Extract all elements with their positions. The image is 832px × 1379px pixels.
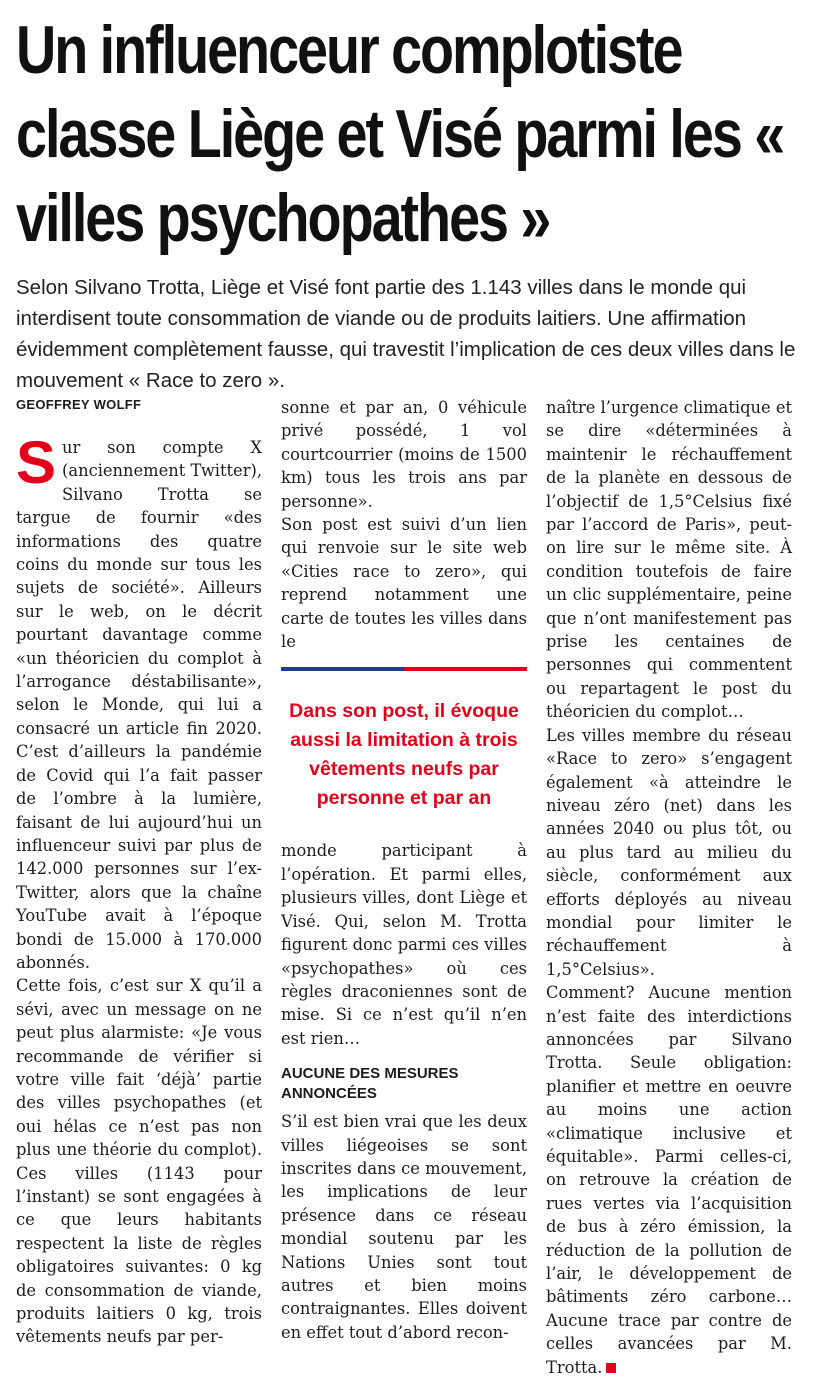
rule-red-segment (404, 667, 527, 671)
body-paragraph-last (546, 981, 792, 1379)
body-paragraph: sonne et par an, 0 véhicule privé possédé, 1 vol courtcourrier (moins de 1500 km) tous les trois ans par personne». (281, 398, 527, 511)
body-paragraph: Son post est suivi d’un lien qui renvoie sur le site web «Cities race to zero», qui reprend notamment une carte de toutes les villes dans le (281, 515, 527, 652)
rule-blue-segment (281, 667, 404, 671)
body-paragraph: S’il est bien vrai que les deux villes liégeoises se sont inscrites dans ce mouvement, les implications de leur présence dans ce réseau mondial soutenu par les Nations Unies sont tout autres et bien moins contraignantes. Elles doivent en effet tout d’abord recon- (281, 1112, 527, 1342)
body-paragraph: naître l’urgence climatique et se dire «déterminées à maintenir le réchauffement de la planète en dessous de l’objectif de 1,5°Celsius fixé par l’accord de Paris», peut-on lire sur le même site. À condition toutefois de faire un clic supplémentaire, peine que n’ont manifestement pas prise les centaines de personnes qui commentent ou repartagent le post du théoricien du complot… (546, 398, 792, 722)
end-mark-icon (606, 1363, 616, 1373)
column-2 (281, 396, 527, 1344)
body-text: ur son compte X (anciennement Twitter), Silvano Trotta se targue de fournir «des informations des quatre coins du monde sur tous les sujets de société». Ailleurs sur le web, on le décrit pourtant davantage comme «un théoricien du complot à l’arrogance déstabilisante», selon le Monde, qui lui a consacré un article fin 2020. C’est d’ailleurs la pandémie de Covid qui l’a fait passer de l’ombre à la lumière, faisant de lui aujourd’hui un influenceur suivi par plus de 142.000 personnes sur l’ex-Twitter, alors que la chaîne YouTube avait à l’époque bondi de 15.000 à 170.000 abonnés. (16, 438, 262, 972)
lead-paragraph: Selon Silvano Trotta, Liège et Visé font partie des 1.143 villes dans le monde qui interdisent toute consommation de viande ou de produits laitiers. Une affirmation évidemment complètement fausse, qui travestit l’implication de ces deux villes dans le mouvement « Race to zero ». (16, 276, 796, 392)
body-text: Comment? Aucune mention n’est faite des interdictions annoncées par Silvano Trotta. Seule obligation: planifier et mettre en oeuvre au moins une action «climatique inclusive et équitable». Parmi celles-ci, on retrouve la création de rues vertes via l’acquisition de bus à zéro émission, la réduction de la pollution de l’air, le développement de bâtiments zéro carbone… Aucune trace par contre de celles avancées par M. Trotta. (546, 983, 792, 1377)
author-byline: GEOFFREY WOLFF (16, 397, 142, 412)
pull-quote: Dans son post, il évoque aussi la limitation à trois vêtements neufs par personne et par an (289, 700, 519, 810)
body-paragraph (16, 429, 262, 974)
column-1 (16, 396, 262, 1349)
section-subheading: AUCUNE DES MESURES ANNONCÉES (281, 1065, 459, 1103)
body-paragraph: Les villes membre du réseau «Race to zero» s’engagent également «à atteindre le niveau zéro (net) dans les années 2040 ou plus tôt, ou au plus tard au milieu du siècle, conformément aux efforts déployés au niveau mondial pour limiter le réchauffement à 1,5°Celsius». (546, 725, 792, 979)
headline: Un influenceur complotiste classe Liège et Visé parmi les « villes psychopathes » (16, 12, 784, 256)
body-paragraph: monde participant à l’opération. Et parmi elles, plusieurs villes, dont Liège et Visé. Qui, selon M. Trotta figurent donc parmi ces villes «psychopathes» où ces règles draconiennes sont de mise. Si ce n’est qu’il n’en est rien… (281, 841, 527, 1048)
body-paragraph: Cette fois, c’est sur X qu’il a sévi, avec un message on ne peut plus alarmiste: «Je vous recommande de vérifier si votre ville fait ‘déjà’ partie des villes psychopathes (et oui hélas ce n’est pas non plus une théorie du complot). Ces villes (1143 pour l’instant) se sont engagées à ce que leurs habitants respectent la liste de règles obligatoires suivantes: 0 kg de consommation de viande, produits laitiers 0 kg, trois vêtements neufs par per- (16, 976, 262, 1347)
column-3 (546, 396, 792, 1379)
pullquote-rule (281, 667, 527, 671)
drop-cap: S (16, 429, 57, 496)
